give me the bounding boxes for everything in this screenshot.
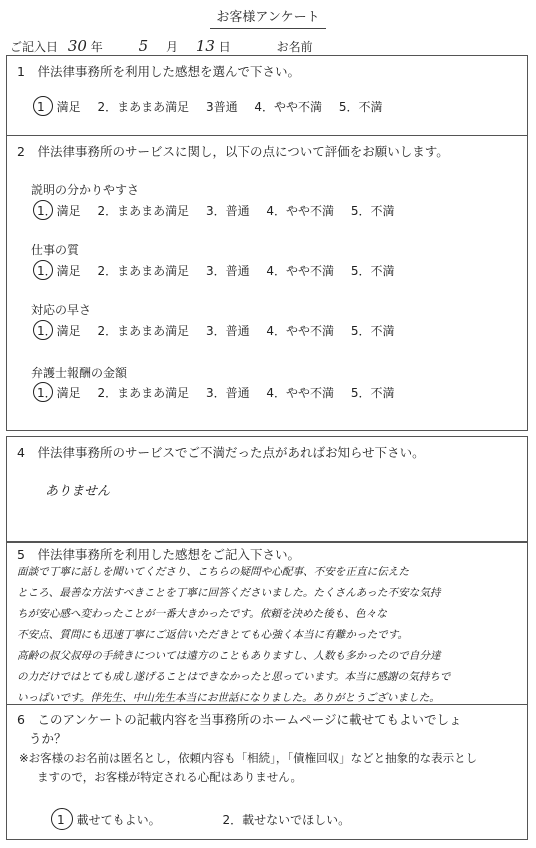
name-label: お名前 — [276, 40, 313, 54]
q2-item2-option-2[interactable]: 2．まあまあ満足 — [97, 264, 190, 278]
q2-item-options — [37, 384, 408, 401]
q2-item2-option-5[interactable]: 5．不満 — [350, 264, 395, 278]
q2-item3-selected-circle — [33, 320, 53, 340]
q2-item1-option-1[interactable]: 1．満足 — [37, 204, 81, 218]
year-value: 30 — [67, 37, 87, 55]
month-value: 5 — [138, 37, 149, 55]
q5-answer-line: 不安点、質問にも迅速丁寧にご返信いただきとても心強く本当に有難かったです。 — [17, 629, 409, 641]
q5-section — [6, 542, 528, 705]
q2-item-options — [37, 322, 408, 339]
q1-section — [6, 55, 528, 136]
q5-answer-line: いっぱいです。伴先生、中山先生本当にお世話になりました。ありがとうございました。 — [17, 692, 440, 704]
q2-title: 2 伴法律事務所のサービスに関し，以下の点について評価をお願いします。 — [17, 144, 449, 159]
q5-answer-line: ところ、最善な方法すべきことを丁寧に回答くださいました。たくさんあった不安な気持 — [17, 587, 441, 599]
day-value: 13 — [195, 37, 215, 55]
q2-item3-option-5[interactable]: 5．不満 — [350, 324, 395, 338]
entry-info-row — [10, 37, 313, 55]
q2-item-options — [37, 202, 408, 219]
q2-item3-option-2[interactable]: 2．まあまあ満足 — [97, 324, 190, 338]
q2-item4-selected-circle — [33, 382, 53, 402]
q2-item4-option-5[interactable]: 5．不満 — [350, 386, 395, 400]
q6-option-2[interactable]: 2．載せないでほしい。 — [222, 813, 351, 827]
q6-selected-circle — [51, 808, 73, 830]
q2-section — [6, 135, 528, 431]
q1-options — [37, 98, 396, 115]
q2-item2-selected-circle — [33, 260, 53, 280]
q2-item1-option-2[interactable]: 2．まあまあ満足 — [97, 204, 190, 218]
q2-item4-option-4[interactable]: 4．やや不満 — [266, 386, 335, 400]
year-unit: 年 — [90, 40, 103, 54]
month-unit: 月 — [165, 40, 178, 54]
page-title: お客様アンケート — [0, 6, 536, 25]
q5-answer-line: の力だけではとても成し遂げることはできなかったと思っています。本当に感謝の気持ちで — [17, 671, 451, 683]
q2-item-label: 説明の分かりやすさ — [31, 183, 140, 197]
q5-answer-line: 面談で丁寧に話しを聞いてくださり、こちらの疑問や心配事、不安を正直に伝えた — [17, 566, 409, 578]
day-unit: 日 — [218, 40, 231, 54]
q5-answer-line: 高齢の叔父叔母の手続きについては遠方のこともありますし、人数も多かったので自分達 — [17, 650, 441, 662]
q2-item1-selected-circle — [33, 200, 53, 220]
q2-item2-option-1[interactable]: 1．満足 — [37, 264, 81, 278]
q2-item2-option-4[interactable]: 4．やや不満 — [266, 264, 335, 278]
q5-answer-line: ちが安心感へ変わったことが一番大きかったです。依頼を決めた後も、色々な — [17, 608, 387, 620]
q4-section — [6, 436, 528, 542]
q2-item-label: 弁護士報酬の金額 — [31, 366, 128, 380]
q6-options — [57, 811, 363, 828]
q2-item-label: 対応の早さ — [31, 303, 92, 317]
q1-option-2[interactable]: 2．まあまあ満足 — [97, 100, 190, 114]
q2-item4-option-3[interactable]: 3．普通 — [205, 386, 250, 400]
q1-option-5[interactable]: 5．不満 — [338, 100, 383, 114]
q6-note-line1: ※お客様のお名前は匿名とし，依頼内容も「相続」，「債権回収」などと抽象的な表示とし — [19, 751, 478, 765]
q2-item3-option-4[interactable]: 4．やや不満 — [266, 324, 335, 338]
q2-item1-option-3[interactable]: 3．普通 — [205, 204, 250, 218]
q2-item1-option-4[interactable]: 4．やや不満 — [266, 204, 335, 218]
q2-item1-option-5[interactable]: 5．不満 — [350, 204, 395, 218]
q6-title-line2: うか？ — [29, 731, 67, 746]
date-label: ご記入日 — [10, 40, 59, 54]
q1-selected-circle — [33, 96, 53, 116]
q4-answer: ありません — [45, 484, 111, 499]
q2-item4-option-1[interactable]: 1．満足 — [37, 386, 81, 400]
q2-item3-option-1[interactable]: 1．満足 — [37, 324, 81, 338]
q1-title: 1 伴法律事務所を利用した感想を選んで下さい。 — [17, 64, 300, 79]
q6-option-1[interactable]: 1 載せてもよい。 — [57, 813, 161, 827]
q2-item-label: 仕事の質 — [31, 243, 80, 257]
q2-item3-option-3[interactable]: 3．普通 — [205, 324, 250, 338]
q2-item2-option-3[interactable]: 3．普通 — [205, 264, 250, 278]
q2-item4-option-2[interactable]: 2．まあまあ満足 — [97, 386, 190, 400]
q2-item-options — [37, 262, 408, 279]
q6-note-line2: ますので，お客様が特定される心配はありません。 — [37, 770, 302, 784]
q5-title: 5 伴法律事務所を利用した感想をご記入下さい。 — [17, 547, 300, 562]
q1-option-1[interactable]: 1 満足 — [37, 100, 81, 114]
q1-option-3[interactable]: 3普通 — [205, 100, 238, 114]
q6-section — [6, 704, 528, 840]
q6-title-line1: 6 このアンケートの記載内容を当事務所のホームページに載せてもよいでしょ — [17, 712, 462, 727]
q4-title: 4 伴法律事務所のサービスでご不満だった点があればお知らせ下さい。 — [17, 445, 425, 460]
q5-answer-text — [17, 562, 450, 709]
q1-option-4[interactable]: 4．やや不満 — [254, 100, 323, 114]
